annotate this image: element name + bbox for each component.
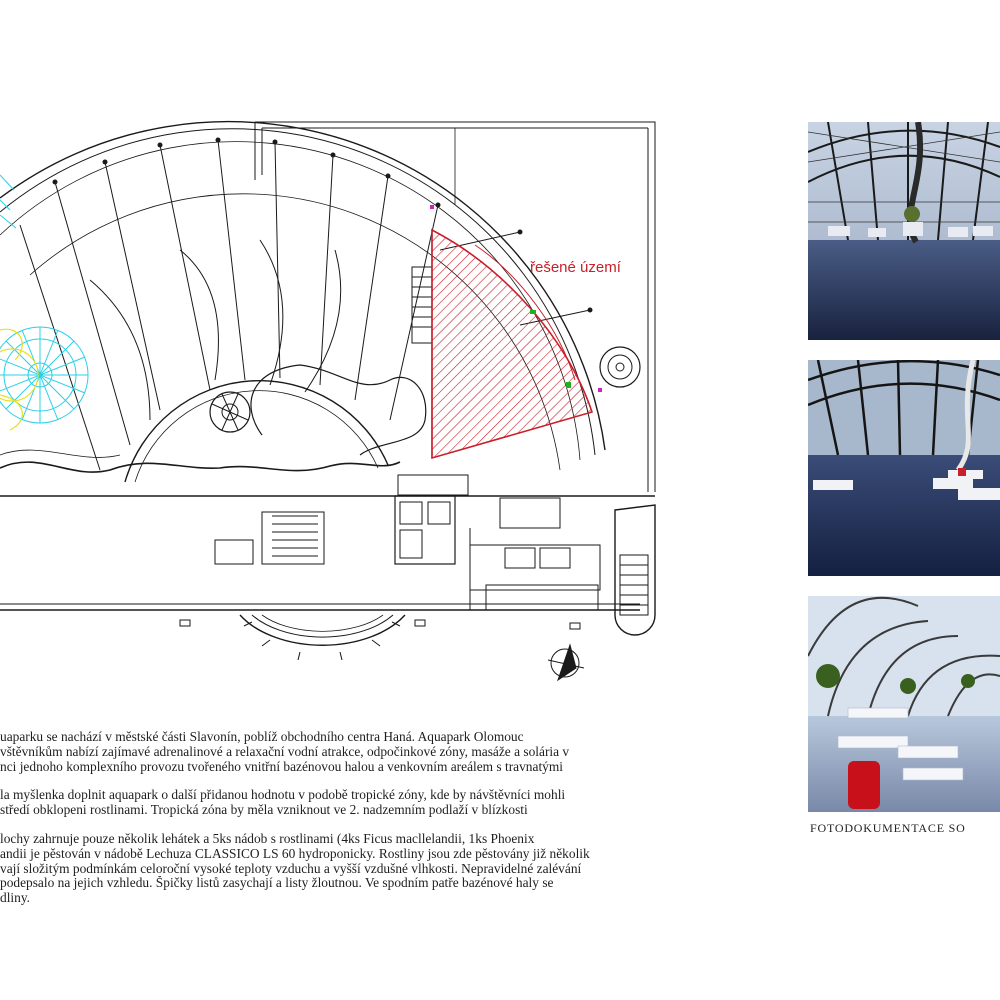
photo-tropical-zone-1 bbox=[808, 122, 1000, 340]
floor-plan bbox=[0, 110, 670, 700]
paragraph-location bbox=[0, 730, 752, 774]
text-line: vštěvníkům nabízí zajímavé adrenalinové a relaxační vodní atrakce, odpočinkové zóny, masáže a solária v bbox=[0, 744, 570, 759]
description-text bbox=[0, 730, 752, 920]
photo-caption: FOTODOKUMENTACE SO bbox=[810, 821, 966, 835]
paragraph-idea bbox=[0, 788, 752, 818]
text-line: vají složitým podmínkám celoroční vysoké teploty vzduchu a vyšší vzdušné vlhkosti. Nepravidelné zalévání bbox=[0, 861, 582, 876]
text-line: nci jednoho komplexního provozu tvořeného vnitřní bazénovou halou a venkovním areálem s travnatými bbox=[0, 759, 564, 774]
text-line: la myšlenka doplnit aquapark o další přidanou hodnotu v podobě tropické zóny, kde by návštěvníci mohli bbox=[0, 788, 566, 803]
area-label: řešené území bbox=[530, 259, 621, 276]
text-line: lochy zahrnuje pouze několik lehátek a 5ks nádob s rostlinami (4ks Ficus macllelandii, 1ks Phoenix bbox=[0, 831, 535, 846]
text-line: andii je pěstován v nádobě Lechuza CLASSICO LS 60 hydroponicky. Rostliny jsou zde pěstovány již několik bbox=[0, 846, 590, 861]
text-line: podepsalo na jejich vzhledu. Špičky listů zasychají a listy žloutnou. Ve spodním patře bazénové haly se bbox=[0, 876, 554, 891]
photo-tropical-zone-3 bbox=[808, 596, 1000, 812]
photo-tropical-zone-2 bbox=[808, 360, 1000, 576]
text-line: uaparku se nachází v městské části Slavonín, poblíž obchodního centra Haná. Aquapark Olomouc bbox=[0, 730, 524, 744]
paragraph-current-state bbox=[0, 832, 752, 906]
text-line: středí obklopeni rostlinami. Tropická zóna by měla vzniknout ve 2. nadzemním podlaží v blízkosti bbox=[0, 803, 528, 818]
text-line: dliny. bbox=[0, 891, 31, 906]
